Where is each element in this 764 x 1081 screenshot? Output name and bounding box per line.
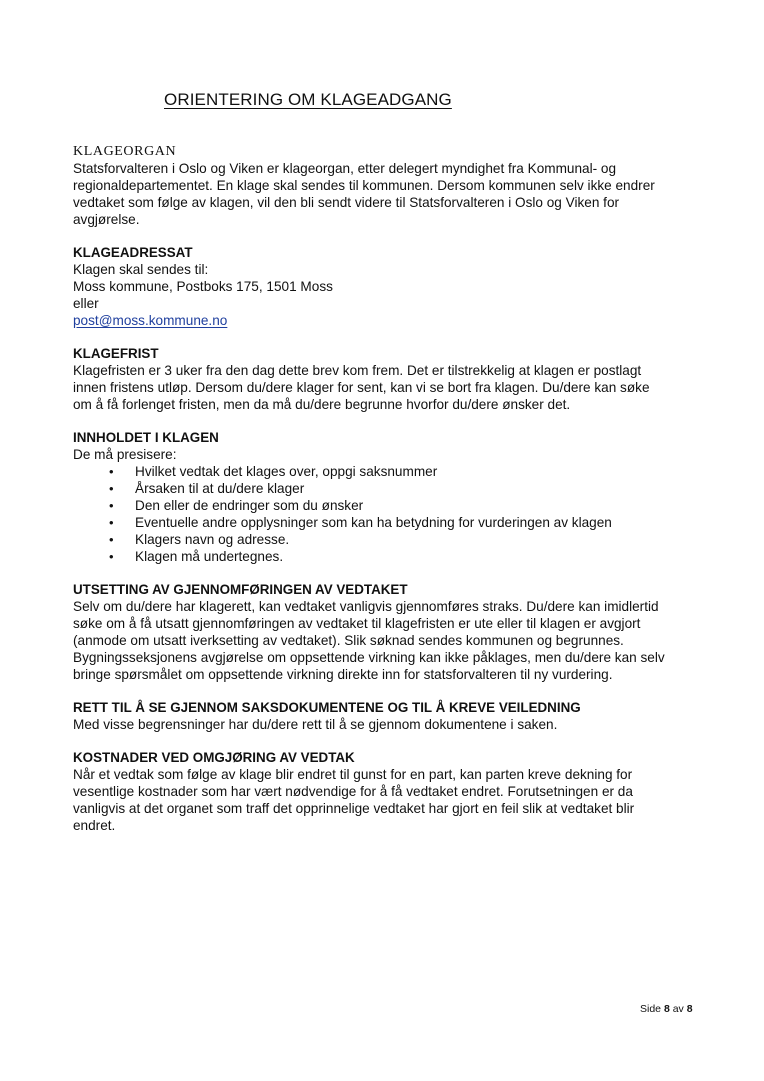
mailing-address: Moss kommune, Postboks 175, 1501 Moss xyxy=(73,279,333,294)
section-heading: UTSETTING AV GJENNOMFØRINGEN AV VEDTAKET xyxy=(73,582,408,597)
section-heading: KLAGEORGAN xyxy=(73,144,177,159)
section-paragraph xyxy=(73,160,703,228)
bullet-icon: • xyxy=(109,464,114,479)
paragraph-line: innen fristens utløp. Dersom du/dere klager for sent, kan vi se bort fra klagen. Du/dere kan søke xyxy=(73,380,650,395)
paragraph-line: Med visse begrensninger har du/dere rett til å se gjennom dokumentene i saken. xyxy=(73,717,558,732)
paragraph-line: søke om å få utsatt gjennomføringen av vedtaket til klagefristen er ute eller til klagen er avgjort xyxy=(73,616,641,631)
email-link[interactable]: post@moss.kommune.no xyxy=(73,313,228,328)
section-heading: KLAGEADRESSAT xyxy=(73,245,193,260)
list-item-text: Årsaken til at du/dere klager xyxy=(135,481,305,496)
page-number xyxy=(640,1003,693,1015)
paragraph-line: Når et vedtak som følge av klage blir endret til gunst for en part, kan parten kreve dekning for xyxy=(73,767,633,782)
section-utsetting xyxy=(73,581,703,683)
section-paragraph xyxy=(73,766,703,834)
list-item-text: Klagers navn og adresse. xyxy=(135,532,290,547)
page-number-separator: av xyxy=(672,1003,684,1015)
section-paragraph xyxy=(73,598,703,683)
paragraph-line: Klagen skal sendes til: xyxy=(73,262,209,277)
section-klageadressat xyxy=(73,244,703,329)
paragraph-line: bringe spørsmålet om oppsettende virkning direkte inn for statsforvalteren til ny vurdering. xyxy=(73,667,613,682)
list-item xyxy=(73,463,703,480)
section-paragraph xyxy=(73,261,703,329)
paragraph-line: vanligvis at det organet som traff det opprinnelige vedtaket har gjort en feil slik at vedtaket blir xyxy=(73,801,635,816)
paragraph-line: regionaldepartementet. En klage skal sendes til kommunen. Dersom kommunen selv ikke endrer xyxy=(73,178,655,193)
paragraph-line: om å få forlenget fristen, men da må du/dere begrunne hvorfor du/dere ønsker det. xyxy=(73,397,571,412)
paragraph-line: Bygningsseksjonens avgjørelse om oppsettende virkning kan ikke påklages, men du/dere kan selv xyxy=(73,650,665,665)
paragraph-line: Statsforvalteren i Oslo og Viken er klageorgan, etter delegert myndighet fra Kommunal- og xyxy=(73,161,617,176)
section-heading: RETT TIL Å SE GJENNOM SAKSDOKUMENTENE OG TIL Å KREVE VEILEDNING xyxy=(73,700,581,715)
section-heading: KLAGEFRIST xyxy=(73,346,159,361)
bullet-icon: • xyxy=(109,515,114,530)
page-number-current: 8 xyxy=(663,1003,670,1015)
document-body xyxy=(73,143,703,850)
section-innholdet xyxy=(73,429,703,565)
section-intro: De må presisere: xyxy=(73,447,177,462)
paragraph-line: endret. xyxy=(73,818,116,833)
section-paragraph xyxy=(73,716,703,733)
page-title: ORIENTERING OM KLAGEADGANG xyxy=(164,90,452,109)
paragraph-line: avgjørelse. xyxy=(73,212,140,227)
list-item xyxy=(73,480,703,497)
list-item xyxy=(73,514,703,531)
list-item-text: Klagen må undertegnes. xyxy=(135,549,284,564)
list-item xyxy=(73,497,703,514)
section-rett xyxy=(73,699,703,733)
bullet-icon: • xyxy=(109,532,114,547)
section-klagefrist xyxy=(73,345,703,413)
bullet-icon: • xyxy=(109,549,114,564)
paragraph-line: vedtaket som følge av klagen, vil den bli sendt videre til Statsforvalteren i Oslo og Viken for xyxy=(73,195,620,210)
paragraph-line: vesentlige kostnader som har vært nødvendige for å få vedtaket endret. Forutsetningen er da xyxy=(73,784,633,799)
section-kostnader xyxy=(73,749,703,834)
list-item xyxy=(73,531,703,548)
page-number-total: 8 xyxy=(686,1003,693,1015)
list-item-text: Eventuelle andre opplysninger som kan ha betydning for vurderingen av klagen xyxy=(135,515,612,530)
list-item xyxy=(73,548,703,565)
page-number-prefix: Side xyxy=(640,1003,662,1015)
bullet-icon: • xyxy=(109,498,114,513)
bullet-icon: • xyxy=(109,481,114,496)
requirements-list xyxy=(73,463,703,565)
section-klageorgan xyxy=(73,143,703,228)
paragraph-line: Klagefristen er 3 uker fra den dag dette brev kom frem. Det er tilstrekkelig at klagen er postlagt xyxy=(73,363,642,378)
section-heading: INNHOLDET I KLAGEN xyxy=(73,430,219,445)
paragraph-line: eller xyxy=(73,296,99,311)
paragraph-line: Selv om du/dere har klagerett, kan vedtaket vanligvis gjennomføres straks. Du/dere kan imidlertid xyxy=(73,599,659,614)
paragraph-line: (anmode om utsatt iverksetting av vedtaket). Slik søknad sendes kommunen og begrunnes. xyxy=(73,633,624,648)
section-heading: KOSTNADER VED OMGJØRING AV VEDTAK xyxy=(73,750,355,765)
list-item-text: Den eller de endringer som du ønsker xyxy=(135,498,364,513)
section-paragraph xyxy=(73,362,703,413)
list-item-text: Hvilket vedtak det klages over, oppgi saksnummer xyxy=(135,464,438,479)
